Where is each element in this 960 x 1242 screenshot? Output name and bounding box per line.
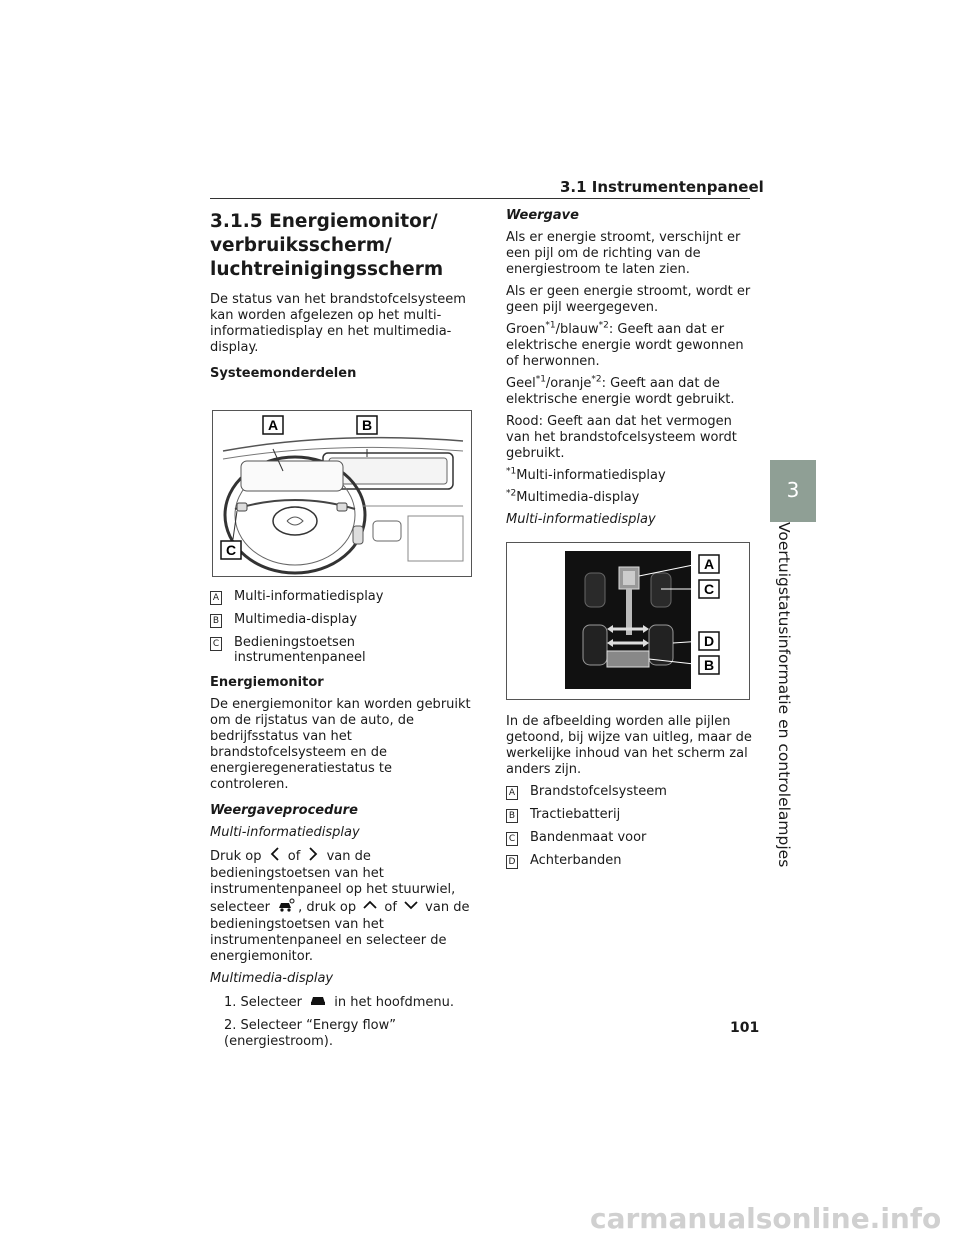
footnote-2 [506, 490, 754, 506]
text-fragment: van de bedieningstoetsen van het instrumentenpaneel en selecteer de energiemonitor. [210, 900, 470, 964]
text-fragment: /oranje [545, 376, 592, 391]
watermark: carmanualsonline.info [590, 1202, 942, 1235]
list-item-text: Achterbanden [530, 853, 622, 868]
chevron-up-icon [363, 899, 377, 916]
section-heading: 3.1.5 Energiemonitor/ verbruiksscherm/ luchtreinigingsscherm [210, 211, 444, 280]
list-item-text: Tractiebatterij [530, 807, 621, 822]
fig1-label-b: B [361, 417, 373, 433]
text-fragment: Druk op [210, 849, 262, 864]
footnote-ref: *1 [545, 320, 556, 331]
mid-procedure-text [210, 847, 472, 965]
energy-monitor-figure [506, 542, 750, 700]
fig2-label-a: A [703, 556, 715, 572]
components-heading: Systeemonderdelen [210, 366, 357, 381]
text-fragment: Multi-informatiedisplay [516, 468, 666, 483]
intro-text: De status van het brandstofcelsysteem kan worden afgelezen op het multi-informatiedisplay en het multimedia-display. [210, 292, 466, 355]
part-list [506, 784, 754, 869]
illustration-note: In de afbeelding worden alle pijlen getoond, bij wijze van uitleg, maar de werkelijke inhoud van het scherm zal anders zijn. [506, 714, 752, 777]
section-header: 3.1 Instrumentenpaneel [560, 178, 764, 196]
list-item [210, 635, 472, 665]
footnote-ref: *2 [506, 488, 517, 499]
footnote-ref: *1 [535, 374, 546, 385]
mmd-procedure-heading: Multimedia-display [210, 971, 334, 986]
left-column [210, 210, 472, 1056]
footnote-1 [506, 468, 754, 484]
list-item-text: Bedieningstoetsen instrumentenpaneel [234, 635, 366, 665]
list-item-text: Bandenmaat voor [530, 830, 647, 845]
list-item [210, 589, 472, 605]
text-fragment: , druk op [298, 900, 357, 915]
fig1-label-a: A [267, 417, 279, 433]
text-fragment: Geel [506, 376, 536, 391]
flow-text: Als er energie stroomt, verschijnt er een pijl om de richting van de energiestroom te laten zien. [506, 230, 741, 277]
green-text [506, 322, 754, 370]
fig2-label-d: D [703, 633, 715, 649]
component-list [210, 589, 472, 665]
mid-procedure-heading: Multi-informatiedisplay [210, 825, 360, 840]
no-flow-text: Als er geen energie stroomt, wordt er geen pijl weergegeven. [506, 284, 751, 315]
footnote-ref: *2 [591, 374, 602, 385]
list-item [506, 807, 754, 823]
footnote-ref: *1 [506, 466, 517, 477]
chapter-title: Voertuigstatusinformatie en controlelampjes [775, 522, 793, 868]
chevron-left-icon [269, 847, 281, 866]
letter-badge: C [210, 637, 222, 651]
step-2: 2. Selecteer “Energy flow” (energiestroom). [224, 1018, 397, 1049]
right-column [506, 208, 754, 876]
list-item [506, 784, 754, 800]
energy-text: De energiemonitor kan worden gebruikt om de rijstatus van de auto, de bedrijfsstatus van het brandstofcelsysteem en de energieregeneratiestatus te controleren. [210, 697, 471, 792]
footnote-ref: *2 [598, 320, 609, 331]
dashboard-illustration [213, 411, 471, 576]
energy-monitor-illustration [507, 543, 749, 699]
mid-figure-heading: Multi-informatiedisplay [506, 512, 656, 527]
list-item [210, 612, 472, 628]
list-item-text: Brandstofcelsysteem [530, 784, 667, 799]
list-item [506, 853, 754, 869]
text-fragment: : Geeft aan dat de elektrische energie wordt gebruikt. [506, 376, 735, 407]
chevron-down-icon [404, 899, 418, 916]
letter-badge: B [506, 809, 518, 823]
letter-badge: B [210, 614, 222, 628]
letter-badge: C [506, 832, 518, 846]
text-fragment: Groen [506, 322, 546, 337]
fig1-label-c: C [225, 542, 237, 558]
vehicle-settings-icon [277, 898, 295, 917]
text-fragment: 1. Selecteer [224, 995, 302, 1010]
list-item [506, 830, 754, 846]
red-text: Rood: Geeft aan dat het vermogen van het brandstofcelsysteem wordt gebruikt. [506, 414, 737, 461]
step-1 [224, 993, 472, 1012]
energy-heading: Energiemonitor [210, 675, 324, 690]
display-heading: Weergave [506, 208, 579, 223]
dashboard-figure [212, 410, 472, 577]
list-item-text: Multi-informatiedisplay [234, 589, 384, 604]
text-fragment: Multimedia-display [516, 490, 640, 505]
letter-badge: D [506, 855, 518, 869]
text-fragment: van de bedieningstoetsen van het instrumentenpaneel op het stuurwiel, selecteer [210, 849, 456, 915]
car-icon [309, 993, 327, 1012]
fig2-label-c: C [703, 581, 715, 597]
header-rule [210, 198, 750, 199]
chapter-number: 3 [786, 478, 800, 502]
letter-badge: A [210, 591, 222, 605]
page-number: 101 [730, 1020, 760, 1036]
chevron-right-icon [307, 847, 319, 866]
text-fragment: : Geeft aan dat er elektrische energie wordt gewonnen of herwonnen. [506, 322, 744, 369]
text-fragment: in het hoofdmenu. [334, 995, 454, 1010]
text-fragment: /blauw [555, 322, 599, 337]
list-item-text: Multimedia-display [234, 612, 358, 627]
text-fragment: of [384, 900, 397, 915]
fig2-label-b: B [703, 657, 715, 673]
letter-badge: A [506, 786, 518, 800]
procedure-heading: Weergaveprocedure [210, 803, 358, 818]
text-fragment: of [287, 849, 301, 864]
yellow-text [506, 376, 754, 408]
